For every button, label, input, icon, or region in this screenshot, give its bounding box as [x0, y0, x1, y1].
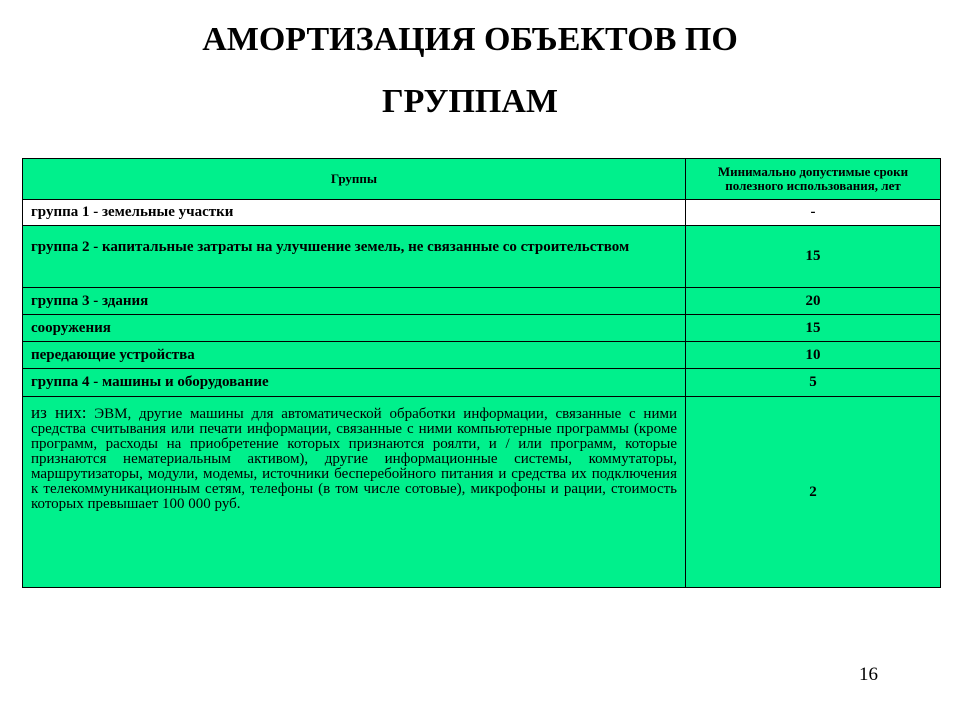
row-label: группа 3 - здания	[23, 288, 686, 315]
table-row	[23, 342, 941, 369]
page-number: 16	[859, 664, 878, 685]
row-value: 20	[686, 288, 941, 315]
detail-prefix: из них:	[31, 403, 87, 422]
page-title-line-2: ГРУППАМ	[381, 83, 559, 120]
row-label: группа 2 - капитальные затраты на улучшение земель, не связанные со строительством	[23, 226, 686, 288]
table-row	[23, 369, 941, 397]
table-row	[23, 315, 941, 342]
detail-text: ЭВМ, другие машины для автоматической обработки информации, связанные с ними средства считывания или печати информации, связанные с ними компьютерные программы (кроме программ, расходы на приобретение которых признаются роялти, и / или программ, которые признаются нематериальным активом), другие информационные системы, коммутаторы, маршрутизаторы, модули, модемы, источники бесперебойного питания и средства их подключения к телекоммуникационным сетям, телефоны (в том числе сотовые), микрофоны и рации, стоимость которых превышает 100 000 руб.	[31, 406, 678, 512]
table-row	[23, 200, 941, 226]
row-value: 5	[686, 369, 941, 397]
table-row	[23, 288, 941, 315]
detail-description	[23, 397, 686, 588]
row-label: передающие устройства	[23, 342, 686, 369]
table-header-row	[23, 159, 941, 200]
table-row	[23, 226, 941, 288]
detail-value: 2	[686, 397, 941, 588]
row-value: 15	[686, 315, 941, 342]
row-value: 10	[686, 342, 941, 369]
row-label: группа 1 - земельные участки	[23, 200, 686, 226]
amortization-table	[22, 158, 941, 588]
row-label: сооружения	[23, 315, 686, 342]
row-value: -	[686, 200, 941, 226]
header-min-terms: Минимально допустимые сроки полезного использования, лет	[686, 159, 941, 200]
table-row-detail	[23, 397, 941, 588]
header-groups: Группы	[23, 159, 686, 200]
row-label: группа 4 - машины и оборудование	[23, 369, 686, 397]
page-title-line-1: АМОРТИЗАЦИЯ ОБЪЕКТОВ ПО	[202, 21, 738, 58]
row-value: 15	[686, 226, 941, 288]
